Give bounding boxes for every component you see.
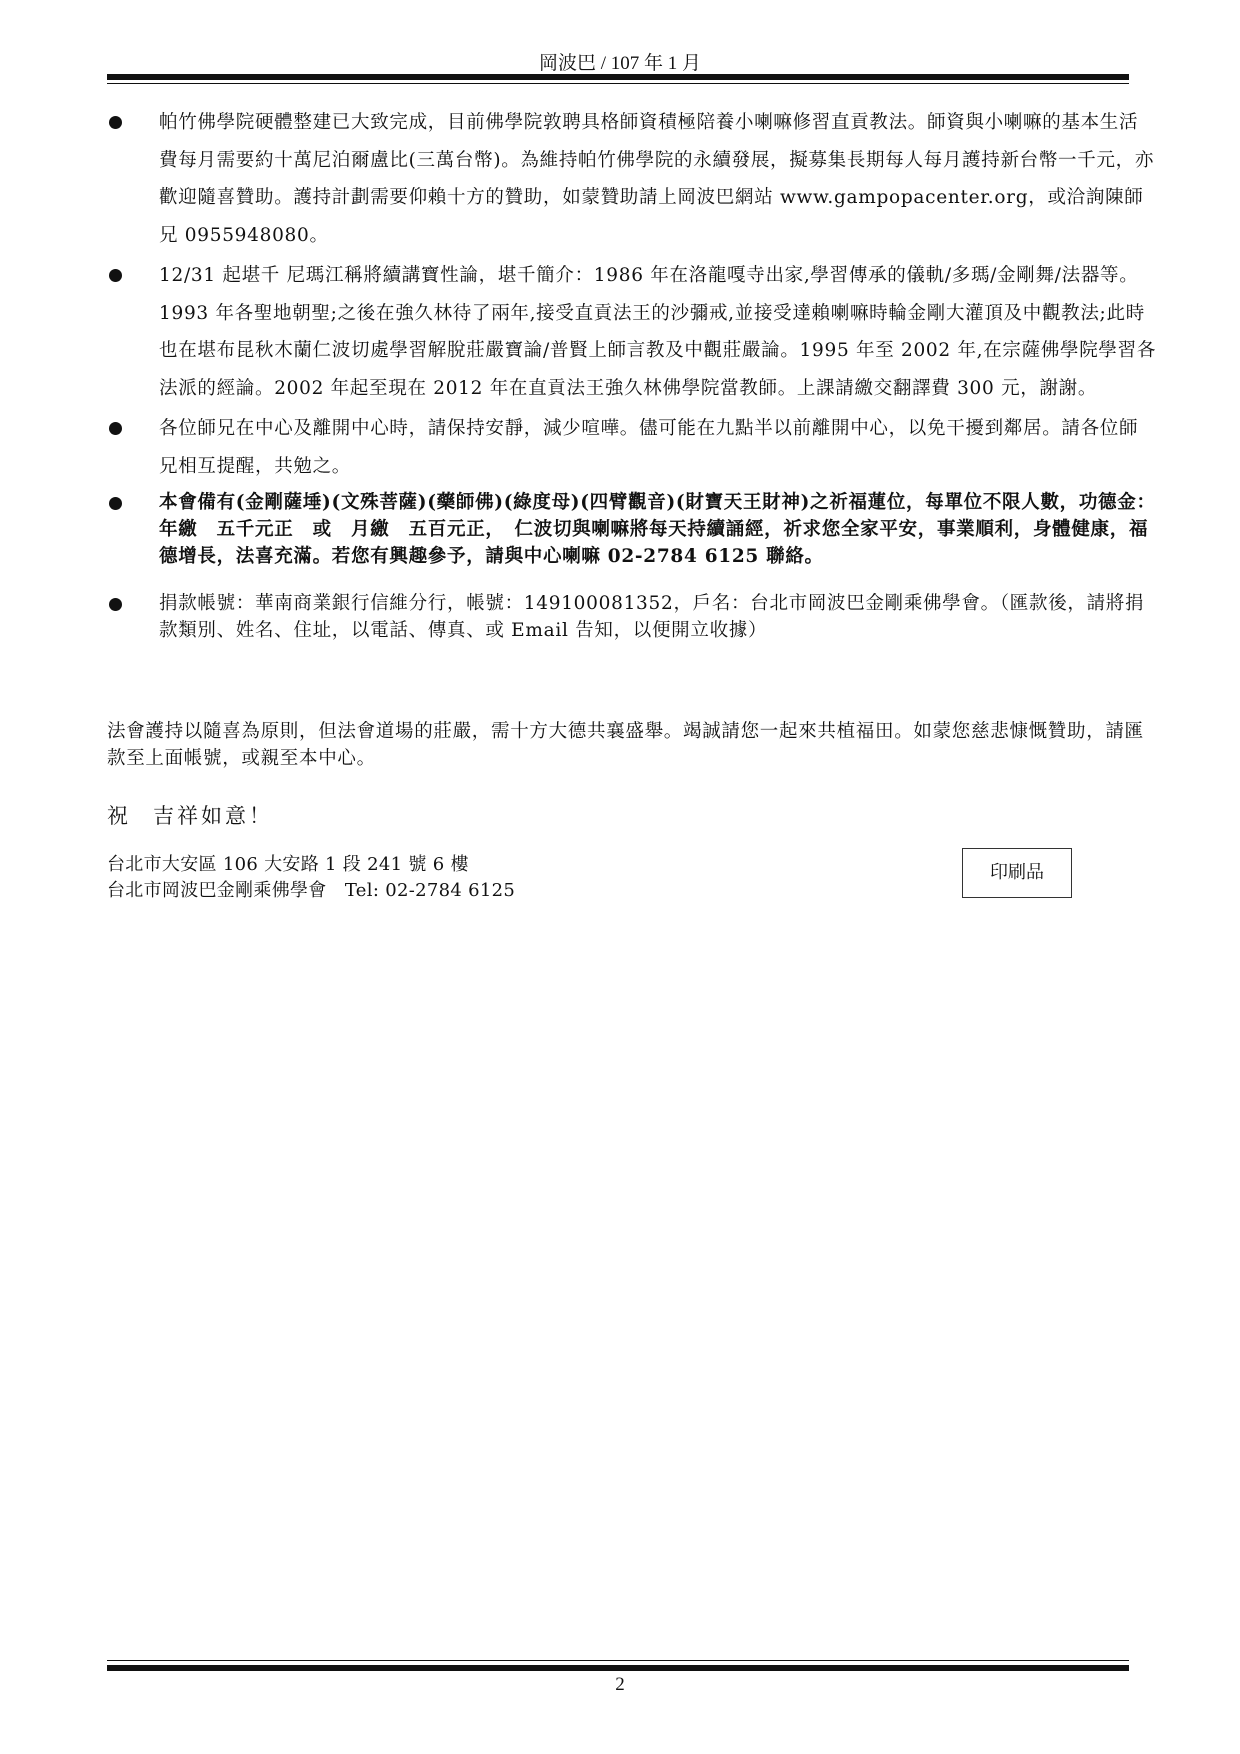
announcement-list — [107, 104, 1157, 644]
address-block — [107, 852, 515, 904]
announcement-text: 帕竹佛學院硬體整建已大致完成，目前佛學院敦聘具格師資積極陪養小喇嘛修習直貢教法。師資與小喇嘛的基本生活費每月需要約十萬尼泊爾盧比(三萬台幣)。為維持帕竹佛學院的永續發展，擬募集長期每人每月護持新台幣一千元，亦歡迎隨喜贊助。護持計劃需要仰賴十方的贊助，如蒙贊助請上岡波巴網站 www.gampopacenter.org，或洽詢陳師兄 0955948080。 — [159, 112, 1155, 246]
announcement-item — [107, 489, 1157, 570]
announcement-item — [107, 104, 1157, 254]
address-line: 台北市大安區 106 大安路 1 段 241 號 6 樓 — [107, 854, 469, 875]
header-rule-thick — [107, 74, 1129, 80]
header-title: 岡波巴 / 107 年 1 月 — [538, 53, 702, 74]
bullet-icon — [109, 598, 122, 611]
footer-rule-thick — [107, 1665, 1129, 1671]
page-number: 2 — [615, 1674, 625, 1695]
announcement-text: 12/31 起堪千 尼瑪江稱將續講寶性論，堪千簡介：1986 年在洛龍嘎寺出家,學習傳承的儀軌/多瑪/金剛舞/法器等。1993 年各聖地朝聖;之後在強久林待了兩年,接受直貢法王的沙彌戒,並接受達賴喇嘛時輪金剛大灌頂及中觀教法;此時也在堪布昆秋木蘭仁波切處學習解脫莊嚴寶論/普賢上師言教及中觀莊嚴論。1995 年至 2002 年,在宗薩佛學院學習各法派的經論。2002 年起至現在 2012 年在直貢法王強久林佛學院當教師。上課請繳交翻譯費 300 元，謝謝。 — [159, 265, 1157, 399]
announcement-text: 各位師兄在中心及離開中心時，請保持安靜，減少喧嘩。儘可能在九點半以前離開中心，以免干擾到鄰居。請各位師兄相互提醒，共勉之。 — [159, 418, 1139, 477]
header-rule-thin — [107, 83, 1129, 84]
announcement-item — [107, 257, 1157, 407]
donation-note: 法會護持以隨喜為原則，但法會道場的莊嚴，需十方大德共襄盛舉。竭誠請您一起來共植福田。如蒙您慈悲慷慨贊助，請匯款至上面帳號，或親至本中心。 — [107, 721, 1144, 769]
announcement-text: 捐款帳號：華南商業銀行信維分行，帳號：149100081352，戶名：台北市岡波巴金剛乘佛學會。（匯款後，請將捐款類別、姓名、住址，以電話、傳真、或 Email 告知，以便開立收據） — [159, 593, 1145, 641]
bullet-icon — [109, 497, 122, 510]
footer-rule-thin — [107, 1660, 1129, 1661]
greeting — [107, 800, 273, 830]
organization-contact: 台北市岡波巴金剛乘佛學會 Tel: 02-2784 6125 — [107, 880, 516, 901]
bullet-icon — [109, 116, 122, 129]
announcement-item — [107, 410, 1157, 485]
greeting-prefix: 祝 — [107, 804, 131, 828]
announcement-text: 本會備有(金剛薩埵)(文殊菩薩)(藥師佛)(綠度母)(四臂觀音)(財寶天王財神)之祈福蓮位，每單位不限人數，功德金：年繳 五千元正 或 月繳 五百元正， 仁波切與喇嘛將每天持續誦經，祈求您全家平安，事業順利，身體健康，福德增長，法喜充滿。若您有興趣參予，請與中心喇嘛 02-2784 6125 聯絡。 — [159, 492, 1156, 567]
announcement-item — [107, 590, 1157, 644]
greeting-wish: 吉祥如意！ — [153, 804, 273, 828]
printed-matter-label: 印刷品 — [962, 848, 1072, 898]
bullet-icon — [109, 269, 122, 282]
bullet-icon — [109, 422, 122, 435]
